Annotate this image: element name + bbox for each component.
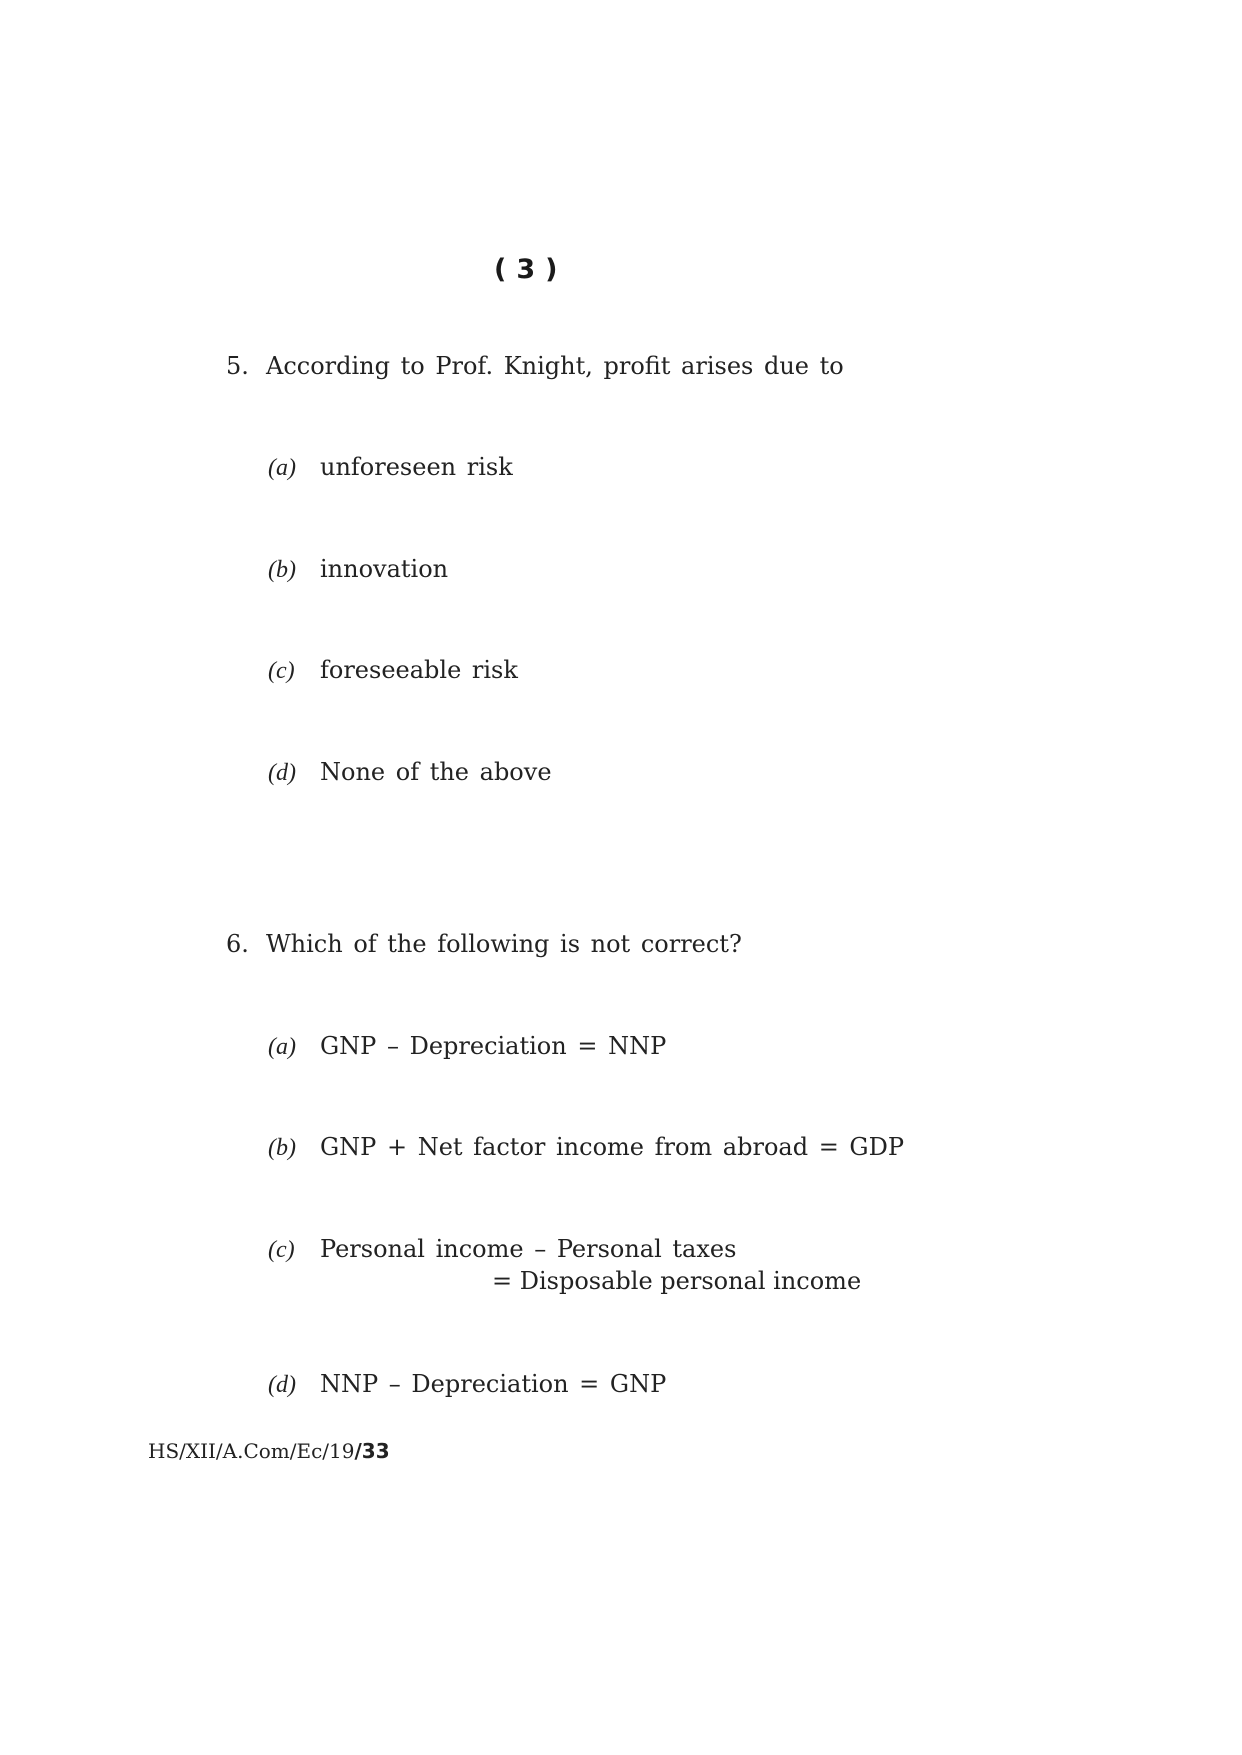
option-label: (c) — [268, 1237, 295, 1263]
option-label: (a) — [268, 455, 296, 481]
option-text: Personal income – Personal taxes — [320, 1235, 737, 1263]
question-6-option-c — [268, 1237, 736, 1262]
paper-set-number: /33 — [354, 1439, 390, 1463]
question-6-option-b — [268, 1135, 904, 1160]
paper-code — [148, 1441, 390, 1461]
option-text: foreseeable risk — [320, 656, 518, 684]
question-5 — [226, 354, 844, 378]
paper-code-text: HS/XII/A.Com/Ec/19 — [148, 1439, 355, 1463]
page-number-value: 3 — [516, 254, 538, 285]
option-label: (d) — [268, 760, 296, 786]
option-text: NNP – Depreciation = GNP — [320, 1370, 667, 1398]
question-6-option-a — [268, 1034, 666, 1059]
question-number: 6. — [226, 930, 249, 958]
option-text: GNP – Depreciation = NNP — [320, 1032, 667, 1060]
option-label: (b) — [268, 557, 296, 583]
question-text: Which of the following is not correct? — [266, 930, 742, 958]
option-text: innovation — [320, 555, 449, 583]
option-text: unforeseen risk — [320, 453, 513, 481]
option-text: GNP + Net factor income from abroad = GDP — [320, 1133, 904, 1161]
page-number-close: ) — [545, 254, 560, 285]
question-5-option-c — [268, 658, 518, 683]
option-label: (a) — [268, 1034, 296, 1060]
question-text: According to Prof. Knight, profit arises due to — [266, 352, 844, 380]
question-6-option-d — [268, 1372, 666, 1397]
page-number — [494, 254, 559, 285]
question-5-option-a — [268, 455, 513, 480]
option-label: (b) — [268, 1135, 296, 1161]
page-number-open: ( — [494, 254, 509, 285]
question-6 — [226, 932, 742, 956]
question-5-option-d — [268, 760, 552, 785]
option-label: (d) — [268, 1372, 296, 1398]
option-label: (c) — [268, 658, 295, 684]
question-number: 5. — [226, 352, 249, 380]
option-text: None of the above — [320, 758, 552, 786]
question-6-option-c-continuation: = Disposable personal income — [492, 1267, 862, 1295]
question-5-option-b — [268, 557, 448, 582]
